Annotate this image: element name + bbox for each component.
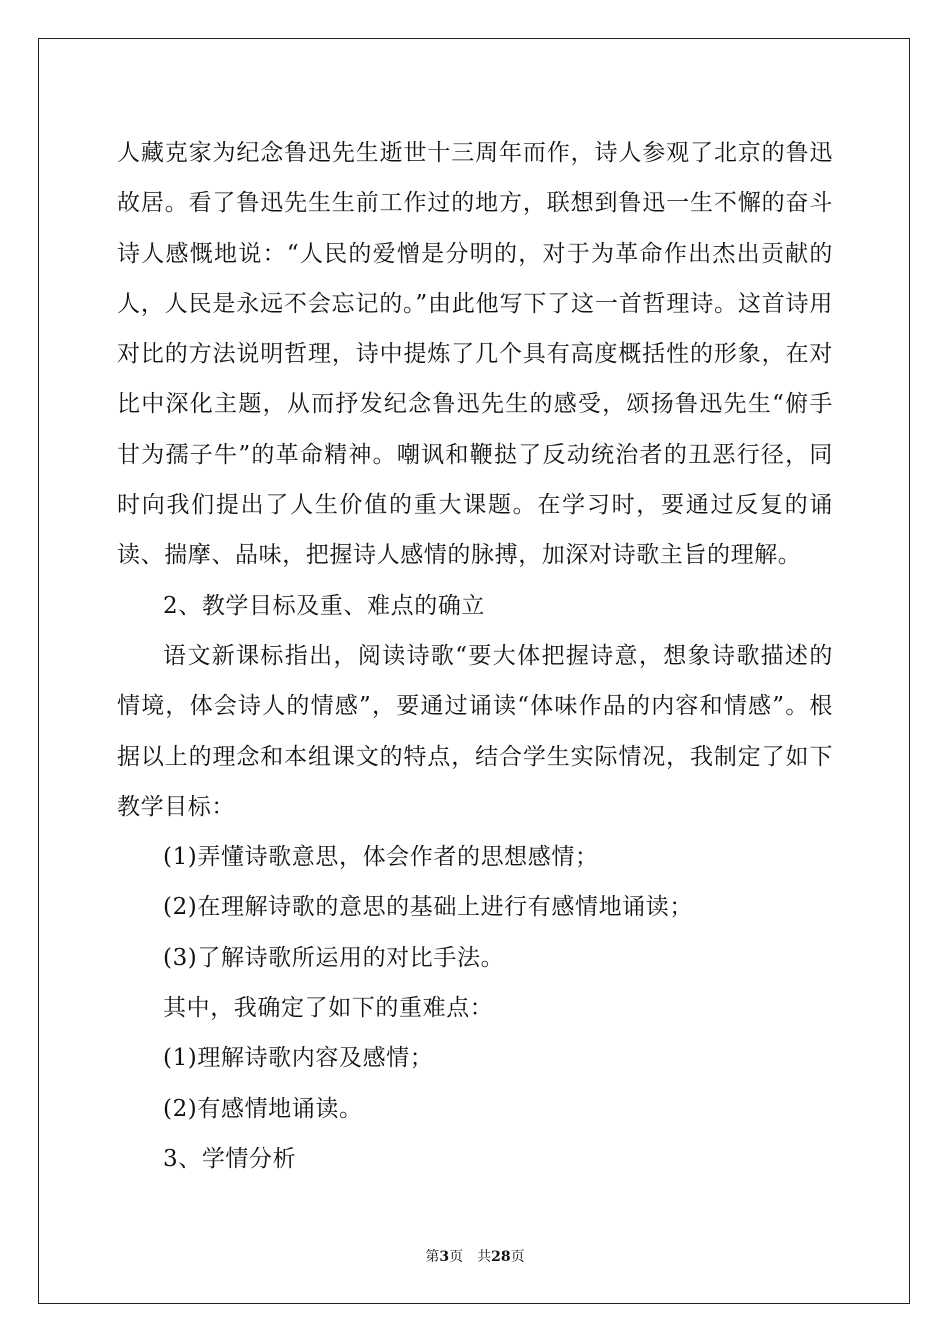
page-footer <box>0 1246 950 1266</box>
document-body <box>117 128 833 1184</box>
body-paragraph: 语文新课标指出，阅读诗歌“要大体把握诗意，想象诗歌描述的情境，体会诗人的情感”，要通过诵读“体味作品的内容和情感”。根据以上的理念和本组课文的特点，结合学生实际情况，我制定了如下教学目标： <box>117 642 833 820</box>
body-paragraph: 人藏克家为纪念鲁迅先生逝世十三周年而作，诗人参观了北京的鲁迅故居。看了鲁迅先生生前工作过的地方，联想到鲁迅一生不懈的奋斗诗人感慨地说：“人民的爱憎是分明的，对于为革命作出杰出贡献的人，人民是永远不会忘记的。”由此他写下了这一首哲理诗。这首诗用对比的方法说明哲理，诗中提炼了几个具有高度概括性的形象，在对比中深化主题，从而抒发纪念鲁迅先生的感受，颂扬鲁迅先生“俯手甘为孺子牛”的革命精神。嘲讽和鞭挞了反动统治者的丑恶行径，同时向我们提出了人生价值的重大课题。在学习时，要通过反复的诵读、揣摩、品味，把握诗人感情的脉搏，加深对诗歌主旨的理解。 <box>117 140 833 569</box>
list-item: (2)在理解诗歌的意思的基础上进行有感情地诵读； <box>163 894 693 921</box>
total-pages-number: 28 <box>491 1249 511 1265</box>
list-item: (2)有感情地诵读。 <box>163 1095 363 1122</box>
section-heading: 2、教学目标及重、难点的确立 <box>163 592 486 619</box>
footer-total-suffix: 页 <box>510 1249 525 1265</box>
list-item: (1)理解诗歌内容及感情； <box>163 1045 434 1072</box>
section-heading: 3、学情分析 <box>163 1145 297 1172</box>
footer-page-prefix: 第 <box>425 1249 440 1265</box>
list-item: (1)弄懂诗歌意思，体会作者的思想感情； <box>163 844 599 871</box>
footer-total-prefix: 共 <box>477 1249 492 1265</box>
list-item: (3)了解诗歌所运用的对比手法。 <box>163 944 505 971</box>
footer-page-suffix: 页 <box>449 1249 464 1265</box>
current-page-number: 3 <box>439 1249 450 1265</box>
body-paragraph: 其中，我确定了如下的重难点： <box>163 995 494 1022</box>
